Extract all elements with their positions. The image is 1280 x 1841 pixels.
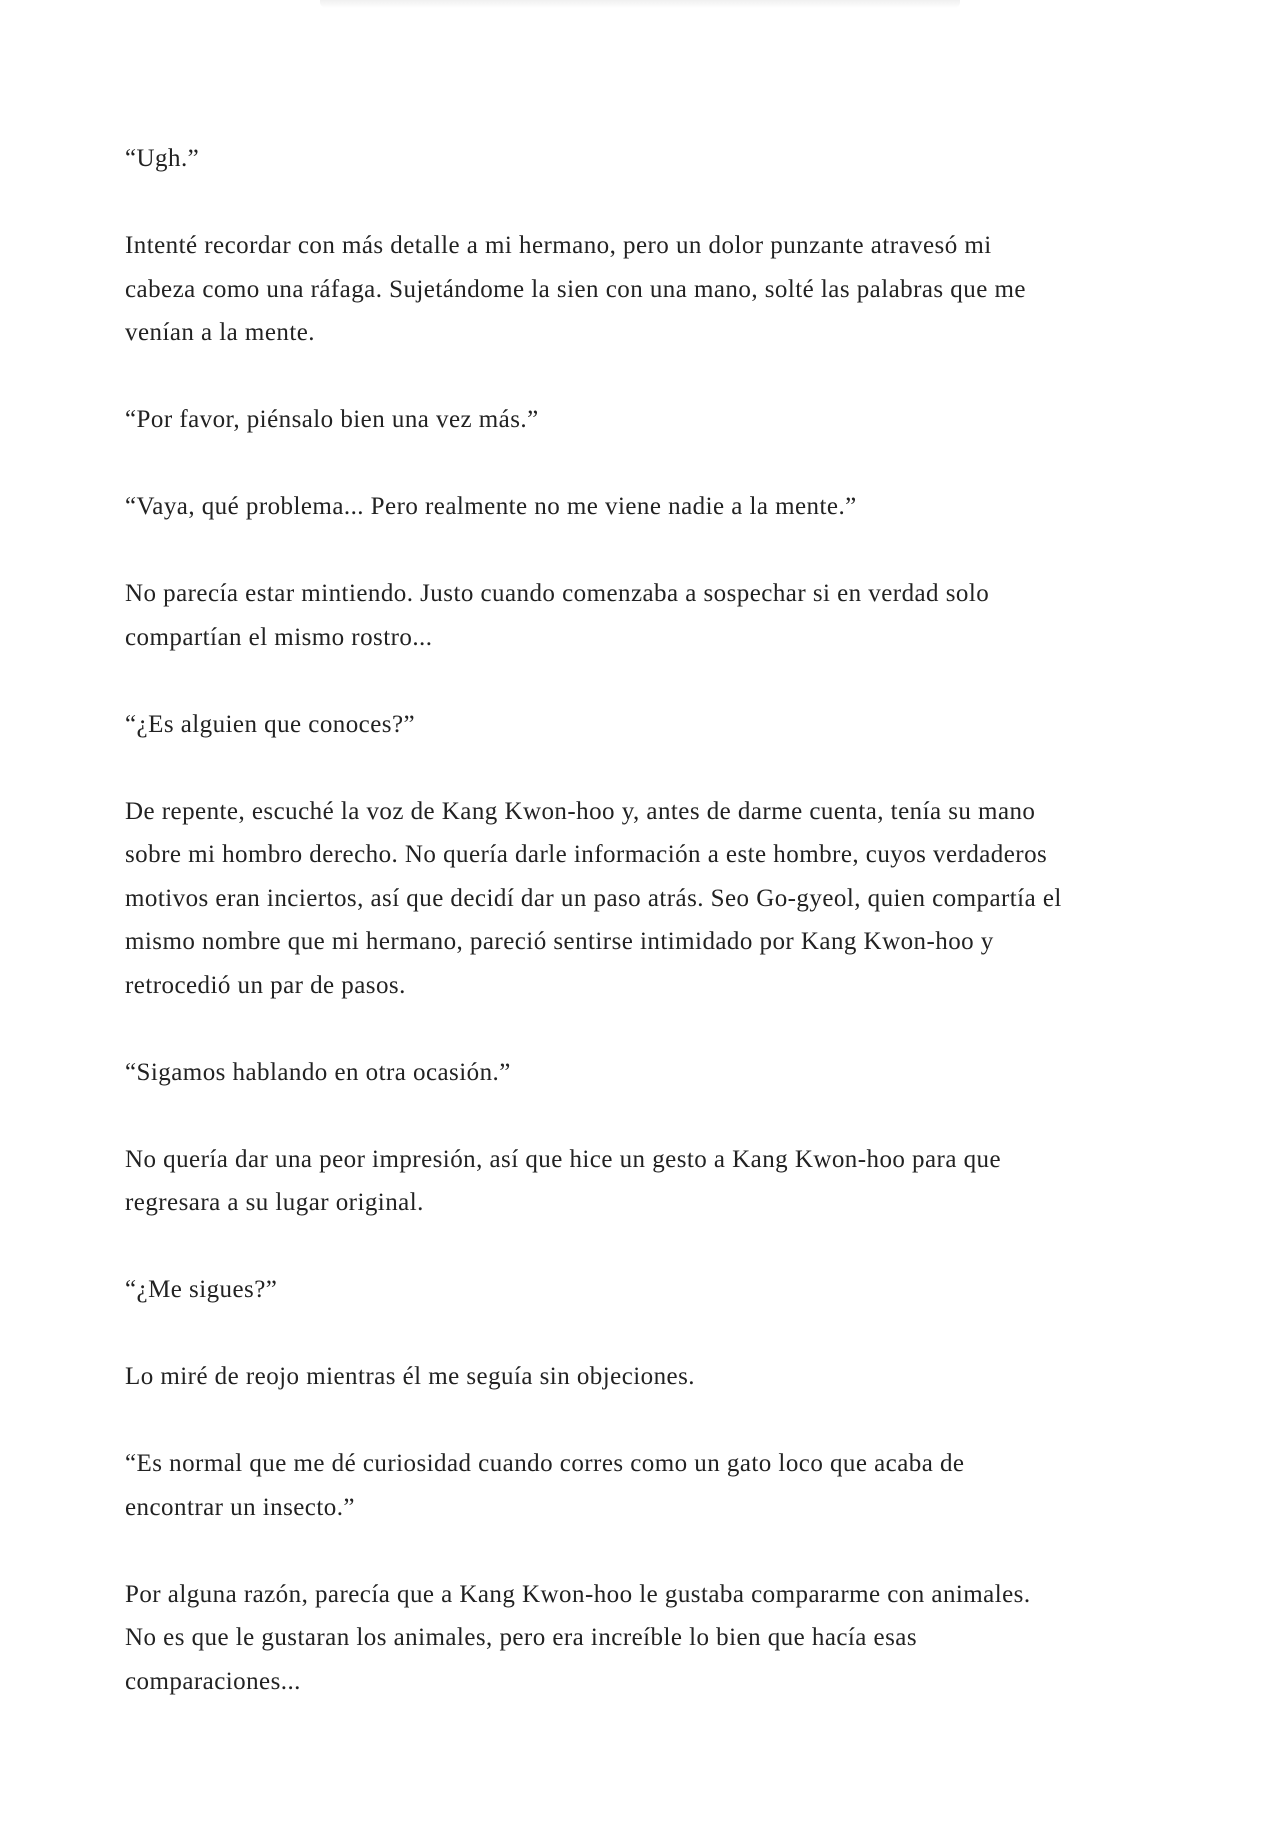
text-line: “Vaya, qué problema... Pero realmente no me viene nadie a la mente.” (125, 493, 857, 520)
text-line: sobre mi hombro derecho. No quería darle información a este hombre, cuyos verdaderos (125, 841, 1048, 868)
text-line: encontrar un insecto.” (125, 1493, 355, 1521)
text-line: regresara a su lugar original. (125, 1189, 424, 1216)
paragraph (125, 1442, 1185, 1529)
text-line: Lo miré de reojo mientras él me seguía sin objeciones. (125, 1363, 695, 1390)
story-text (125, 137, 1185, 1747)
text-line: motivos eran inciertos, así que decidí dar un paso atrás. Seo Go-gyeol, quien compartía el (125, 884, 1062, 912)
text-line: No quería dar una peor impresión, así que hice un gesto a Kang Kwon-hoo para que (125, 1145, 1002, 1173)
text-line: Por alguna razón, parecía que a Kang Kwon-hoo le gustaba compararme con animales. (125, 1580, 1031, 1608)
text-line: No es que le gustaran los animales, pero era increíble lo bien que hacía esas (125, 1624, 917, 1651)
paragraph (125, 1051, 1185, 1095)
text-line: “¿Me sigues?” (125, 1276, 278, 1303)
text-line: “¿Es alguien que conoces?” (125, 710, 416, 738)
paragraph (125, 703, 1185, 747)
text-line: “Es normal que me dé curiosidad cuando corres como un gato loco que acaba de (125, 1450, 965, 1477)
paragraph (125, 1573, 1185, 1704)
text-line: De repente, escuché la voz de Kang Kwon-hoo y, antes de darme cuenta, tenía su mano (125, 797, 1036, 825)
text-line: “Por favor, piénsalo bien una vez más.” (125, 406, 539, 433)
paragraph (125, 224, 1185, 355)
text-line: venían a la mente. (125, 319, 315, 346)
text-line: No parecía estar mintiendo. Justo cuando comenzaba a sospechar si en verdad solo (125, 580, 990, 607)
text-line: “Sigamos hablando en otra ocasión.” (125, 1058, 511, 1086)
top-shadow (320, 0, 960, 8)
paragraph (125, 1138, 1185, 1225)
text-line: cabeza como una ráfaga. Sujetándome la sien con una mano, solté las palabras que me (125, 275, 1026, 303)
text-line: “Ugh.” (125, 145, 200, 172)
text-line: Intenté recordar con más detalle a mi hermano, pero un dolor punzante atravesó mi (125, 232, 992, 259)
paragraph (125, 1355, 1185, 1399)
text-line: compartían el mismo rostro... (125, 623, 433, 651)
paragraph (125, 1268, 1185, 1312)
text-line: retrocedió un par de pasos. (125, 971, 406, 999)
paragraph (125, 572, 1185, 659)
paragraph (125, 137, 1185, 181)
paragraph (125, 398, 1185, 442)
text-line: comparaciones... (125, 1667, 301, 1695)
paragraph (125, 790, 1185, 1008)
paragraph (125, 485, 1185, 529)
text-line: mismo nombre que mi hermano, pareció sentirse intimidado por Kang Kwon-hoo y (125, 928, 994, 955)
